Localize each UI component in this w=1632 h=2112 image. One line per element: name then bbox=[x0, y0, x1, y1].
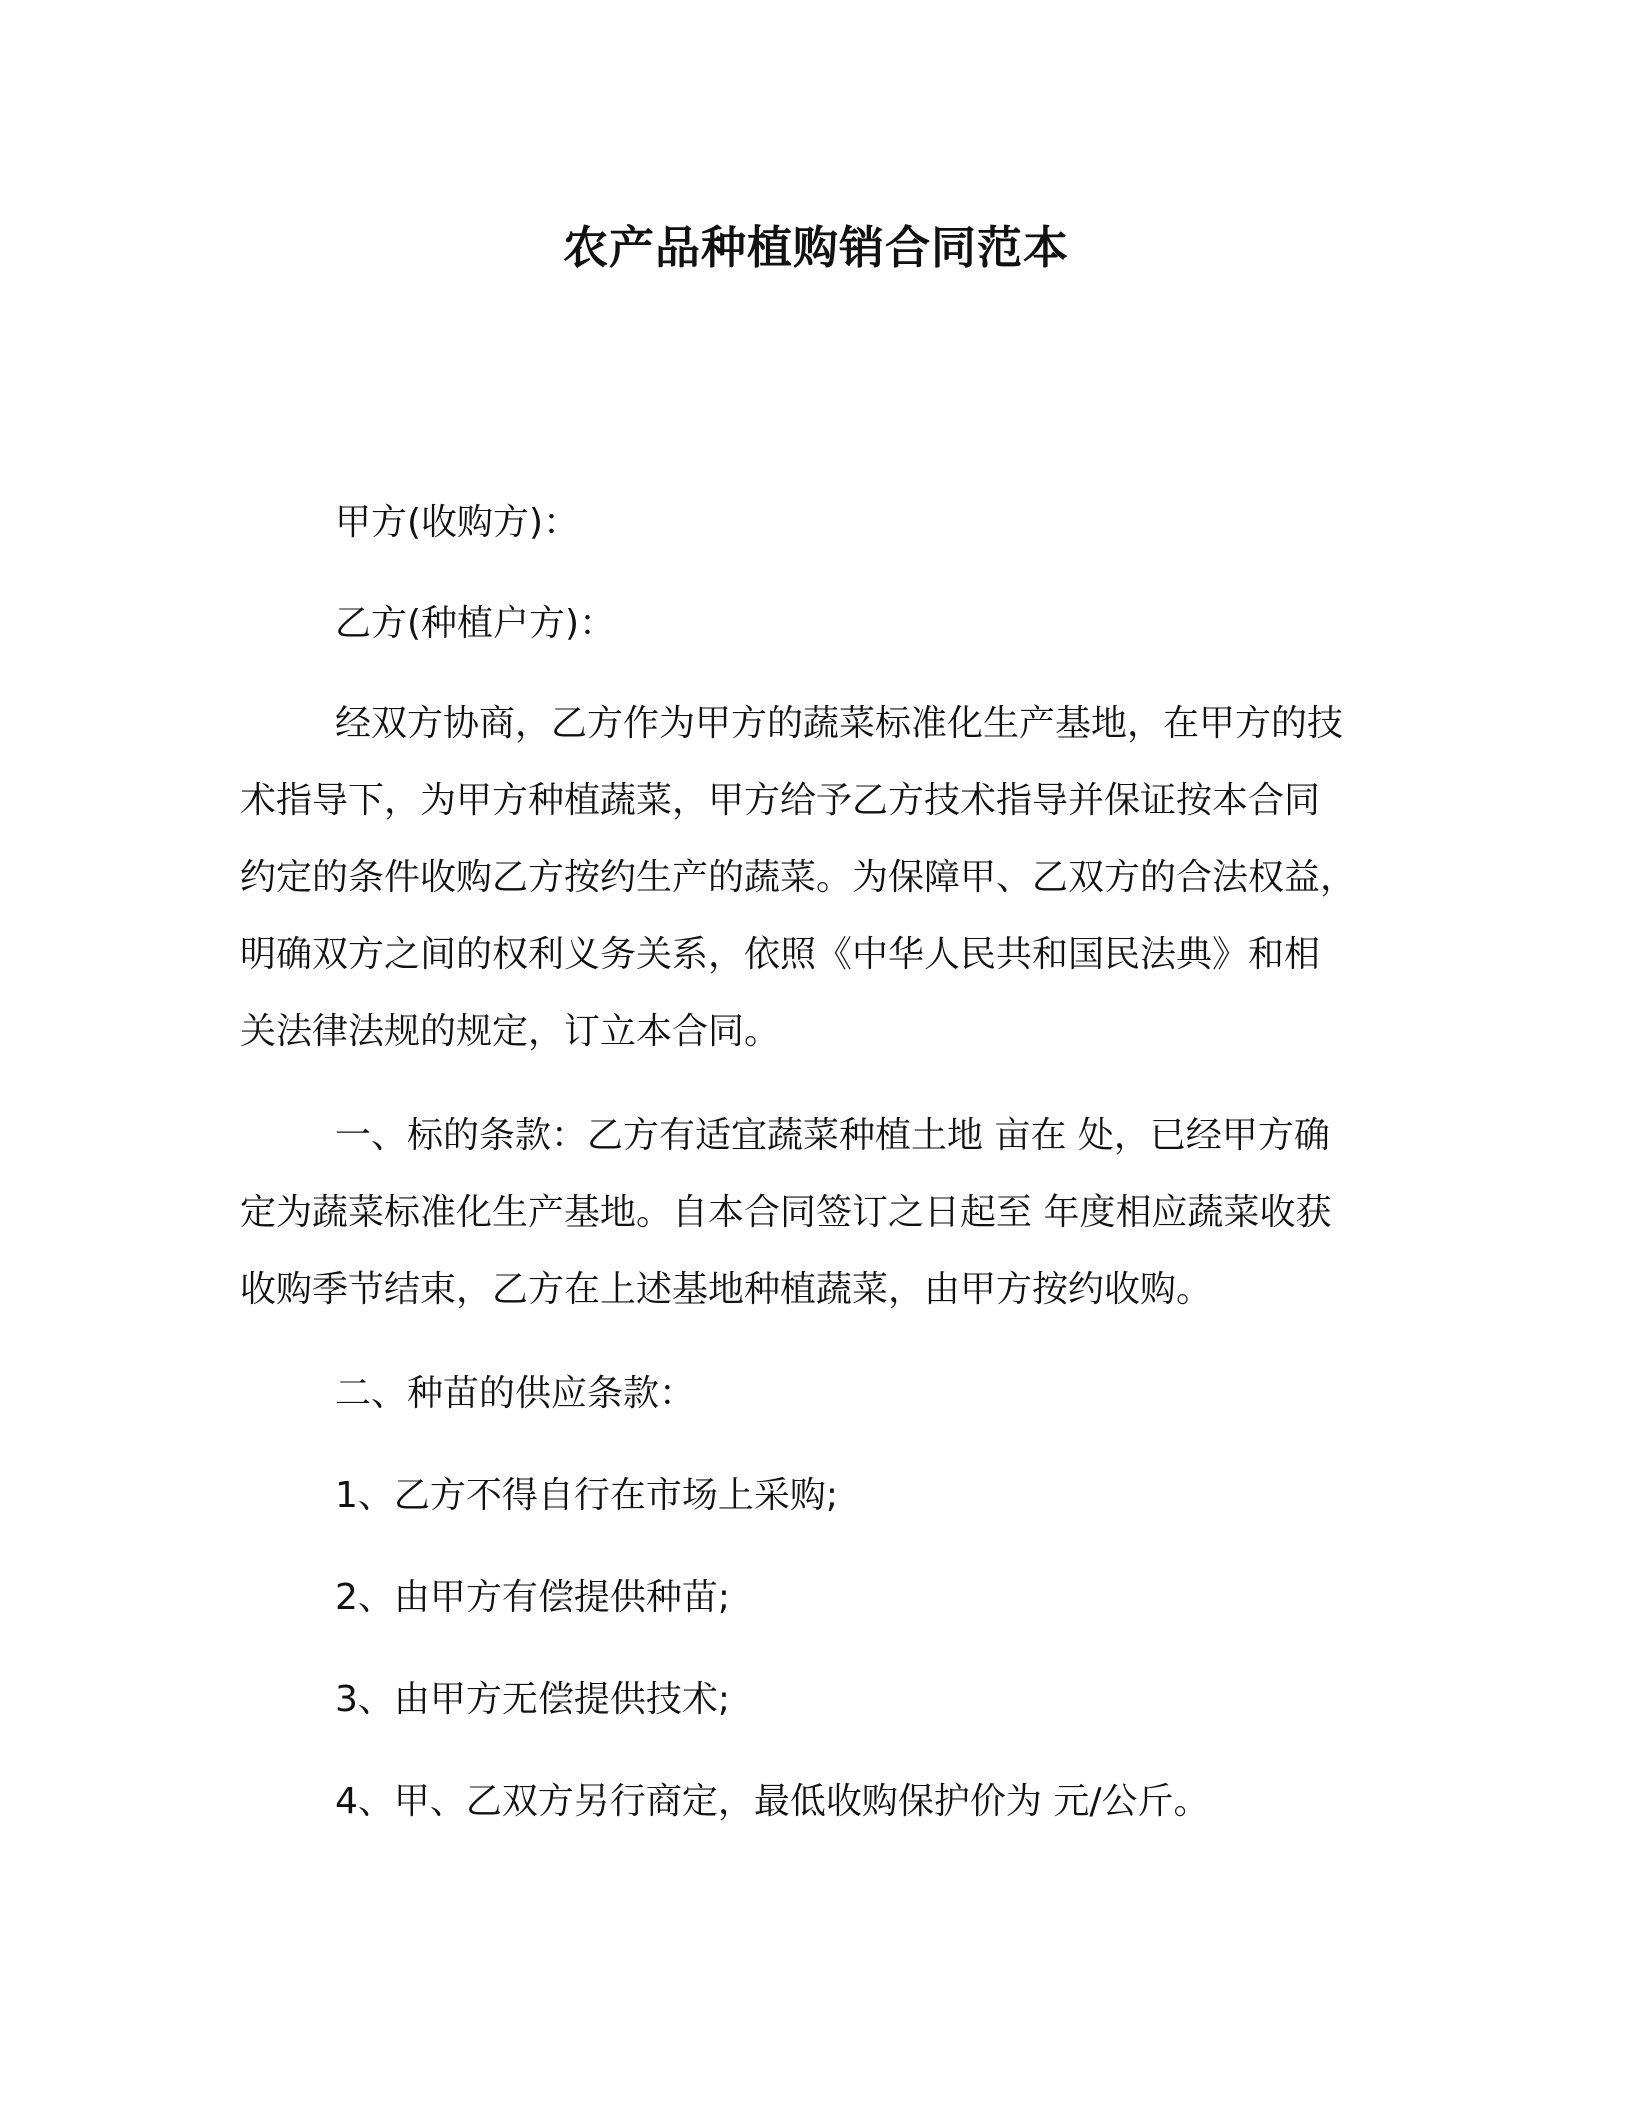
intro-line: 术指导下，为甲方种植蔬菜，甲方给予乙方技术指导并保证按本合同 bbox=[240, 780, 1321, 821]
clause-1-line: 一、标的条款：乙方有适宜蔬菜种植土地 亩在 处，已经甲方确 bbox=[335, 1115, 1330, 1156]
intro-line: 约定的条件收购乙方按约生产的蔬菜。为保障甲、乙双方的合法权益， bbox=[240, 857, 1357, 898]
clause-2-heading: 二、种苗的供应条款： bbox=[335, 1373, 696, 1414]
clause-1-line: 收购季节结束，乙方在上述基地种植蔬菜，由甲方按约收购。 bbox=[240, 1269, 1213, 1310]
intro-line: 经双方协商，乙方作为甲方的蔬菜标准化生产基地，在甲方的技 bbox=[335, 703, 1344, 744]
intro-line: 明确双方之间的权利义务关系，依照《中华人民共和国民法典》和相 bbox=[240, 934, 1321, 975]
clause-1-line: 定为蔬菜标准化生产基地。自本合同签订之日起至 年度相应蔬菜收获 bbox=[240, 1192, 1332, 1233]
document-title: 农产品种植购销合同范本 bbox=[562, 221, 1069, 274]
clause-2-item-1: 1、乙方不得自行在市场上采购; bbox=[335, 1475, 839, 1516]
clause-2-item-4: 4、甲、乙双方另行商定，最低收购保护价为 元/公斤。 bbox=[335, 1781, 1210, 1822]
clause-1-paragraph bbox=[240, 1097, 1386, 1328]
intro-line: 关法律法规的规定，订立本合同。 bbox=[240, 1011, 781, 1052]
party-a-line: 甲方(收购方)： bbox=[335, 502, 580, 543]
party-b-line: 乙方(种植户方)： bbox=[335, 603, 616, 644]
clause-2-item-3: 3、由甲方无偿提供技术; bbox=[335, 1679, 731, 1720]
intro-paragraph bbox=[240, 685, 1386, 1070]
clause-2-item-2: 2、由甲方有偿提供种苗; bbox=[335, 1577, 731, 1618]
